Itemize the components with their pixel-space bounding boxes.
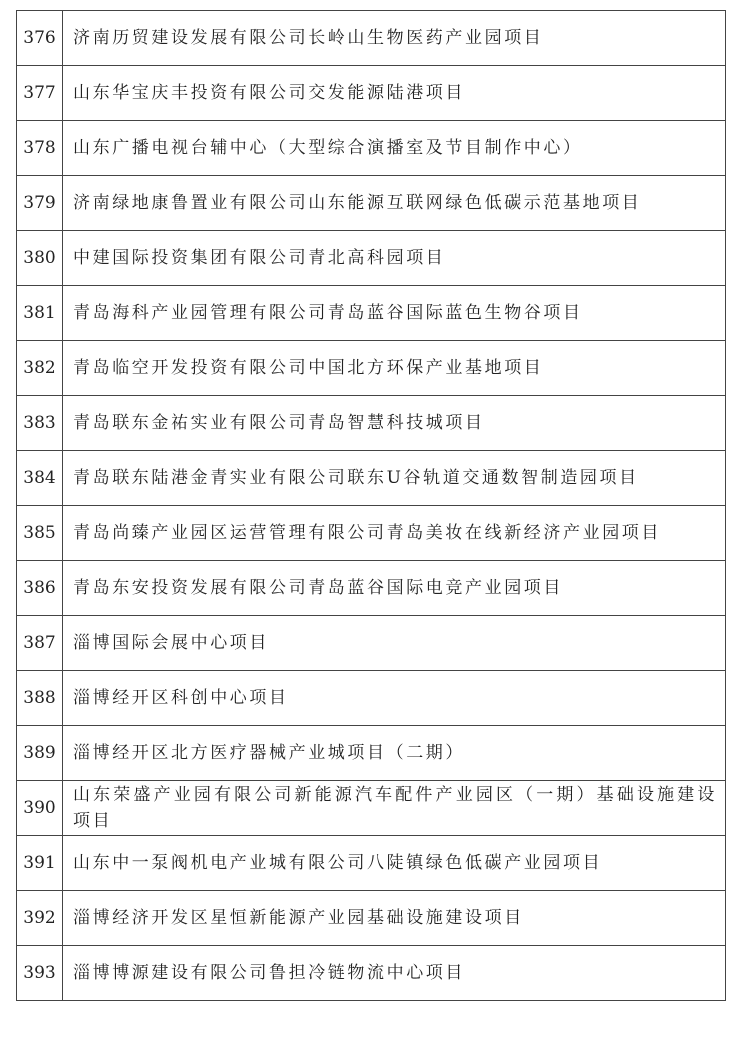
table-row: [17, 396, 726, 451]
table-row: [17, 836, 726, 891]
project-name: 济南绿地康鲁置业有限公司山东能源互联网绿色低碳示范基地项目: [63, 176, 726, 231]
table-row: [17, 451, 726, 506]
table-row: [17, 11, 726, 66]
row-number: 382: [17, 341, 63, 396]
row-number: 379: [17, 176, 63, 231]
project-name: 山东中一泵阀机电产业城有限公司八陡镇绿色低碳产业园项目: [63, 836, 726, 891]
project-table-container: [16, 10, 725, 1001]
project-name: 青岛尚臻产业园区运营管理有限公司青岛美妆在线新经济产业园项目: [63, 506, 726, 561]
project-name: 青岛联东陆港金青实业有限公司联东U谷轨道交通数智制造园项目: [63, 451, 726, 506]
project-name: 青岛联东金祐实业有限公司青岛智慧科技城项目: [63, 396, 726, 451]
project-name: 中建国际投资集团有限公司青北高科园项目: [63, 231, 726, 286]
row-number: 378: [17, 121, 63, 176]
row-number: 387: [17, 616, 63, 671]
table-row: [17, 121, 726, 176]
table-row: [17, 946, 726, 1001]
row-number: 386: [17, 561, 63, 616]
table-row: [17, 561, 726, 616]
row-number: 390: [17, 781, 63, 836]
row-number: 381: [17, 286, 63, 341]
row-number: 392: [17, 891, 63, 946]
project-name: 淄博经济开发区星恒新能源产业园基础设施建设项目: [63, 891, 726, 946]
row-number: 380: [17, 231, 63, 286]
table-row: [17, 506, 726, 561]
row-number: 391: [17, 836, 63, 891]
row-number: 384: [17, 451, 63, 506]
table-row: [17, 286, 726, 341]
project-name: 青岛海科产业园管理有限公司青岛蓝谷国际蓝色生物谷项目: [63, 286, 726, 341]
table-row: [17, 176, 726, 231]
project-name: 山东广播电视台辅中心（大型综合演播室及节目制作中心）: [63, 121, 726, 176]
row-number: 376: [17, 11, 63, 66]
row-number: 383: [17, 396, 63, 451]
project-name: 淄博国际会展中心项目: [63, 616, 726, 671]
row-number: 393: [17, 946, 63, 1001]
project-name: 山东华宝庆丰投资有限公司交发能源陆港项目: [63, 66, 726, 121]
project-name: 青岛东安投资发展有限公司青岛蓝谷国际电竞产业园项目: [63, 561, 726, 616]
project-name: 淄博博源建设有限公司鲁担冷链物流中心项目: [63, 946, 726, 1001]
project-name: 青岛临空开发投资有限公司中国北方环保产业基地项目: [63, 341, 726, 396]
table-row: [17, 891, 726, 946]
table-row: [17, 66, 726, 121]
row-number: 377: [17, 66, 63, 121]
row-number: 388: [17, 671, 63, 726]
row-number: 389: [17, 726, 63, 781]
table-row: [17, 616, 726, 671]
project-name: 济南历贸建设发展有限公司长岭山生物医药产业园项目: [63, 11, 726, 66]
project-table: [16, 10, 726, 1001]
row-number: 385: [17, 506, 63, 561]
project-name: 山东荣盛产业园有限公司新能源汽车配件产业园区（一期）基础设施建设项目: [63, 781, 726, 836]
project-name: 淄博经开区科创中心项目: [63, 671, 726, 726]
project-name: 淄博经开区北方医疗器械产业城项目（二期）: [63, 726, 726, 781]
table-row: [17, 341, 726, 396]
table-row: [17, 671, 726, 726]
table-row: [17, 726, 726, 781]
table-row: [17, 231, 726, 286]
table-row: [17, 781, 726, 836]
